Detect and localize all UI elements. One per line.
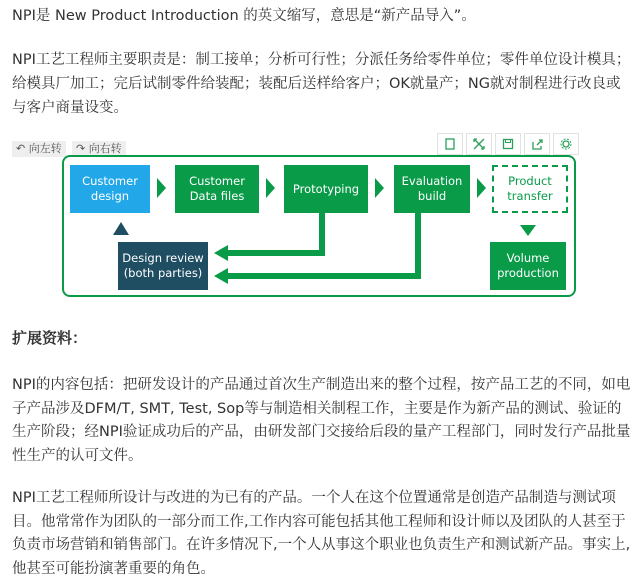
image-toolbar [437, 133, 582, 155]
rotate-right-button[interactable]: ↷ 向右转 [72, 141, 126, 157]
npi-content-paragraph: NPI的内容包括：把研发设计的产品通过首次生产制造出来的整个过程，按产品工艺的不同，如电子产品涉及DFM/T, SMT, Test, Sop等与制造相关制程工作，主要是作为新产品的测试、验证的生产阶段；经NPI验证成功后的产品，由研发部门交接给后段的量产工程部门，同时发行产品批量性生产的认可文件。 [12, 377, 631, 464]
evaluation-build-box: Evaluation build [394, 165, 470, 213]
volume-production-box: Volume production [490, 242, 566, 290]
prototyping-box: Prototyping [284, 165, 368, 213]
customer-design-box: Customer design [70, 165, 150, 213]
product-transfer-box: Product transfer [492, 165, 568, 213]
extended-info-heading: 扩展资料： [12, 329, 88, 347]
duties-paragraph: NPI工艺工程师主要职责是：制工接单；分析可行性；分派任务给零件单位；零件单位设计模具；给模具厂加工；完后试制零件给装配；装配后送样给客户；OK就量产；NG就对制程进行改良或与客户商量设变。 [12, 52, 631, 116]
settings-icon[interactable] [553, 133, 579, 155]
intro-paragraph: NPI是 New Product Introduction 的英文缩写，意思是“新产品导入”。 [12, 8, 476, 24]
design-review-box: Design review (both parties) [118, 242, 208, 290]
customer-data-files-box: Customer Data files [175, 165, 259, 213]
save-icon[interactable] [495, 133, 521, 155]
expand-icon[interactable] [466, 133, 492, 155]
share-icon[interactable] [524, 133, 550, 155]
engineer-role-paragraph: NPI工艺工程师所设计与改进的为已有的产品。一个人在这个位置通常是创造产品制造与测试项目。他常常作为团队的一部分而工作,工作内容可能包括其他工程师和设计师以及团队的人甚至于负责市场营销和销售部门。在许多情况下,一个人从事这个职业也负责生产和测试新产品。事实上,他甚至可能扮演著重要的角色。 [12, 490, 631, 577]
fit-icon[interactable] [437, 133, 463, 155]
rotate-left-button[interactable]: ↶ 向左转 [12, 141, 66, 157]
